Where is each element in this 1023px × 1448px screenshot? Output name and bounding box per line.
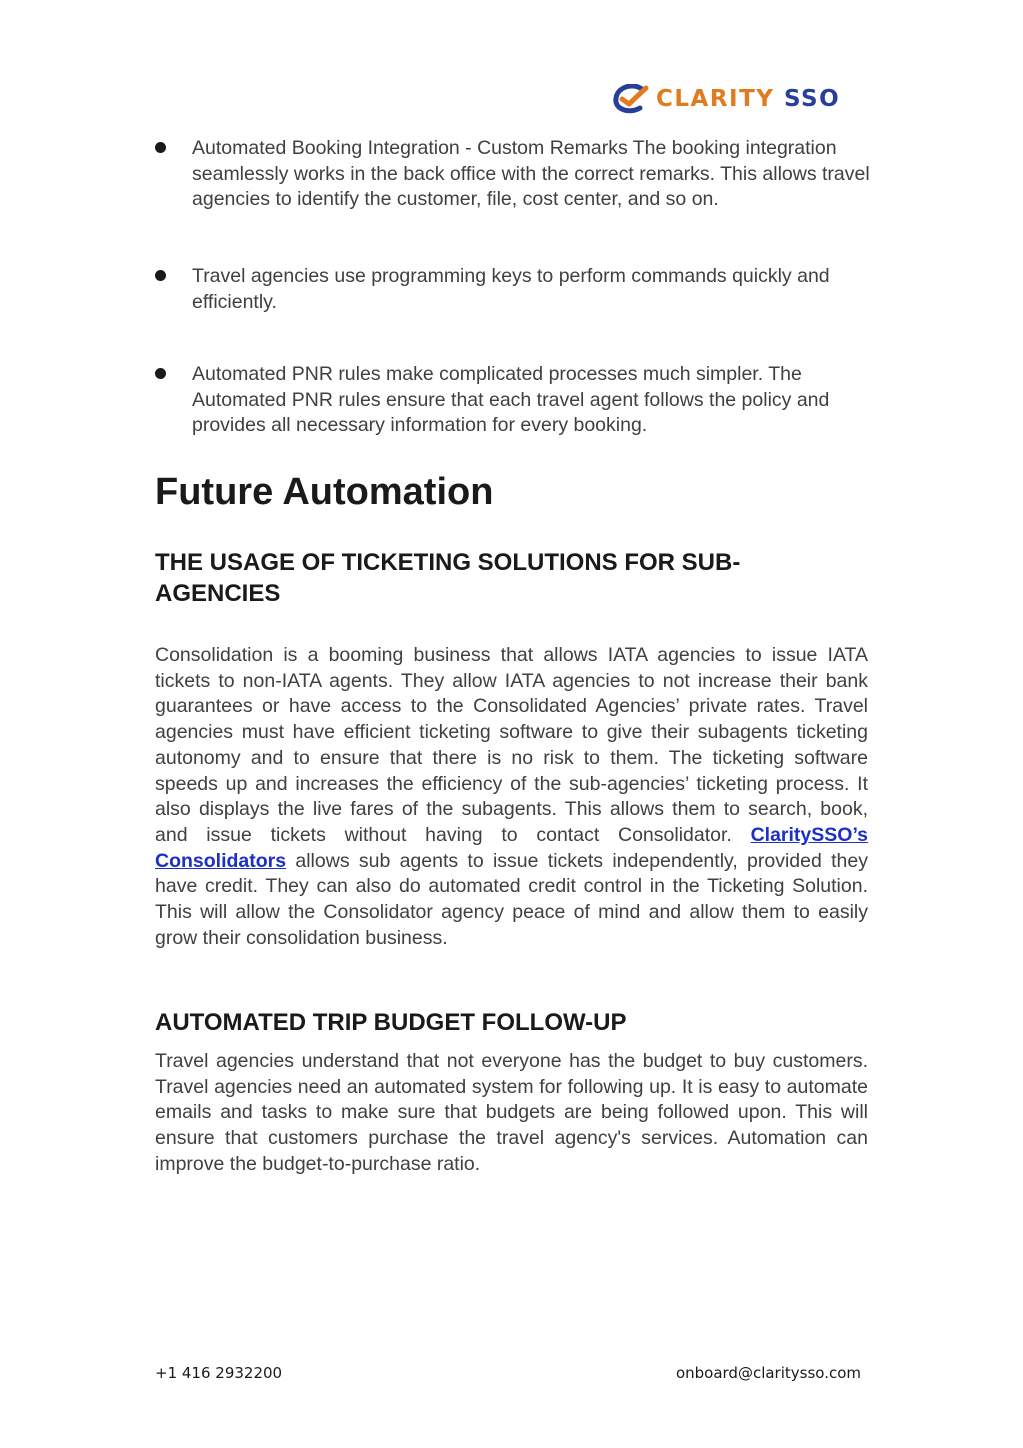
paragraph-text: allows sub agents to issue tickets independently, provided they have credit. They can also do automated credit control in the Ticketing Solution. This will allow the Consolidator agency peace of mind and allow them to easily grow their consolidation business. (155, 849, 868, 949)
logo-word-clarity: CLARITY (656, 86, 775, 112)
bullet-item (155, 136, 875, 213)
logo-word-sso: SSO (783, 86, 841, 112)
section-heading-ticketing: THE USAGE OF TICKETING SOLUTIONS FOR SUB-AGENCIES (155, 549, 741, 607)
bullet-dot (155, 368, 166, 379)
logo-text (656, 86, 840, 112)
footer-email: onboard@claritysso.com (675, 1364, 861, 1382)
section-paragraph-ticketing (155, 643, 868, 951)
bullet-dot (155, 142, 166, 153)
footer-phone: +1 416 2932200 (155, 1364, 283, 1382)
section-paragraph-budget: Travel agencies understand that not everyone has the budget to buy customers. Travel agencies need an automated system for following up. It is easy to automate emails and tasks to make sure that budgets are being followed upon. This will ensure that customers purchase the travel agency's services. Automation can improve the budget-to-purchase ratio. (155, 1050, 868, 1175)
page-heading: Future Automation (155, 471, 494, 513)
clarity-sso-logo (612, 82, 840, 116)
clarity-consolidators-link[interactable]: ClaritySSO’s Consolidators (155, 823, 868, 872)
bullet-text: Automated PNR rules make complicated processes much simpler. The Automated PNR rules ensure that each travel agent follows the policy and provides all necessary information for every booking. (192, 363, 830, 436)
bullet-dot (155, 270, 166, 281)
section-heading-budget: AUTOMATED TRIP BUDGET FOLLOW-UP (155, 1009, 627, 1036)
check-swoosh-icon (612, 84, 650, 114)
bullet-item (155, 362, 875, 439)
bullet-text: Automated Booking Integration - Custom Remarks The booking integration seamlessly works in the back office with the correct remarks. This allows travel agencies to identify the customer, file, cost center, and so on. (192, 137, 870, 210)
bullet-text: Travel agencies use programming keys to perform commands quickly and efficiently. (192, 265, 830, 313)
paragraph-text: Consolidation is a booming business that allows IATA agencies to issue IATA tickets to non-IATA agents. They allow IATA agencies to not increase their bank guarantees or have access to the Consolidated Agencies’ private rates. Travel agencies must have efficient ticketing software to give their subagents ticketing autonomy and to ensure that there is no risk to them. The ticketing software speeds up and increases the efficiency of the sub-agencies’ ticketing process. It also displays the live fares of the subagents. This allows them to search, book, and issue tickets without having to contact Consolidator. (155, 644, 868, 846)
bullet-item (155, 264, 875, 315)
